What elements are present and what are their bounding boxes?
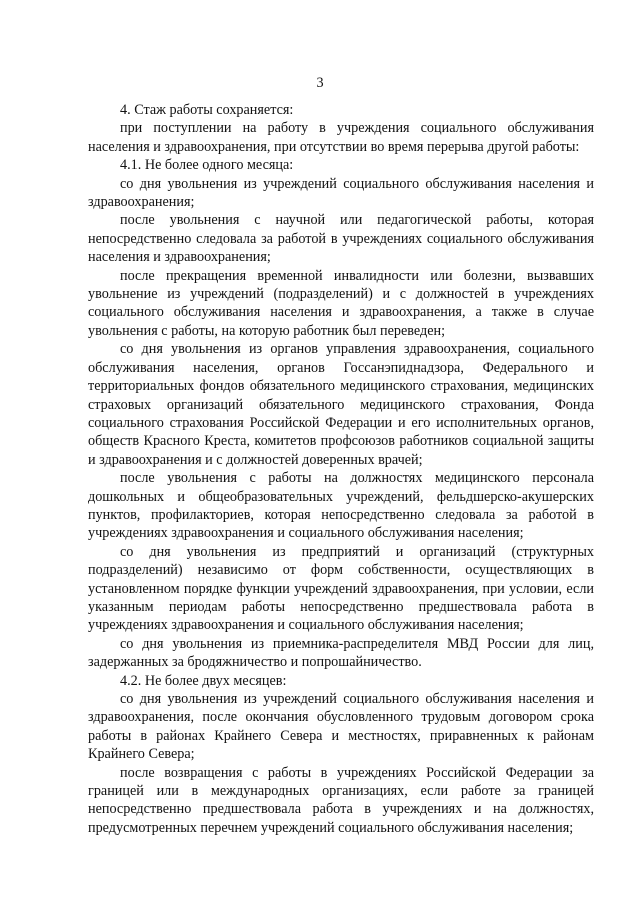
paragraph: со дня увольнения из предприятий и организаций (структурных подразделений) независимо от форм собственности, осуществляющих в установленном порядке функции учреждений здравоохранения, при условии, если указанным периодам работы непосредственно предшествовала работа в учреждениях здравоохранения и социального обслуживания населения; [88, 543, 594, 634]
paragraph: после увольнения с работы на должностях медицинского персонала дошкольных и общеобразовательных учреждений, фельдшерско-акушерских пунктов, профилакториев, которая непосредственно следовала за работой в учреждениях здравоохранения и социального обслуживания населения; [88, 470, 594, 542]
paragraph: со дня увольнения из приемника-распределителя МВД России для лиц, задержанных за бродяжничество и попрошайничество. [88, 635, 594, 671]
paragraph: 4.1. Не более одного месяца: [120, 157, 294, 174]
paragraph: после прекращения временной инвалидности или болезни, вызвавших увольнение из учреждений (подразделений) и с должностей в учреждениях социального обслуживания населения и здравоохранения, а также в случае увольнения с работы, на которую работник был переведен; [88, 267, 594, 339]
paragraph: со дня увольнения из учреждений социального обслуживания населения и здравоохранения; [88, 175, 594, 211]
paragraph: после возвращения с работы в учреждениях Российской Федерации за границей или в международных организациях, если работе за границей непосредственно предшествовала работа в учреждениях и на должностях, предусмотренных перечнем учреждений социального обслуживания населения; [88, 764, 594, 836]
paragraph: 4. Стаж работы сохраняется: [120, 102, 294, 118]
paragraph: со дня увольнения из органов управления здравоохранения, социального обслуживания населения, органов Госсанэпиднадзора, Федерального и территориальных фондов обязательного медицинского страхования, медицинских страховых организаций обязательного медицинского страхования, Фонда социального страхования Российской Федерации и его исполнительных органов, обществ Красного Креста, комитетов профсоюзов работников социальной защиты и здравоохранения и с должностей доверенных врачей; [88, 341, 594, 468]
paragraph: 4.2. Не более двух месяцев: [120, 672, 287, 689]
document-body [88, 101, 594, 837]
paragraph: при поступлении на работу в учреждения социального обслуживания населения и здравоохранения, при отсутствии во время перерыва другой работы: [88, 120, 594, 155]
paragraph: после увольнения с научной или педагогической работы, которая непосредственно следовала за работой в учреждениях социального обслуживания населения и здравоохранения; [88, 212, 594, 266]
page-number: 3 [316, 75, 324, 91]
paragraph: со дня увольнения из учреждений социального обслуживания населения и здравоохранения, после окончания обусловленного трудовым договором срока работы в районах Крайнего Севера и местностях, приравненных к районам Крайнего Севера; [88, 691, 594, 763]
